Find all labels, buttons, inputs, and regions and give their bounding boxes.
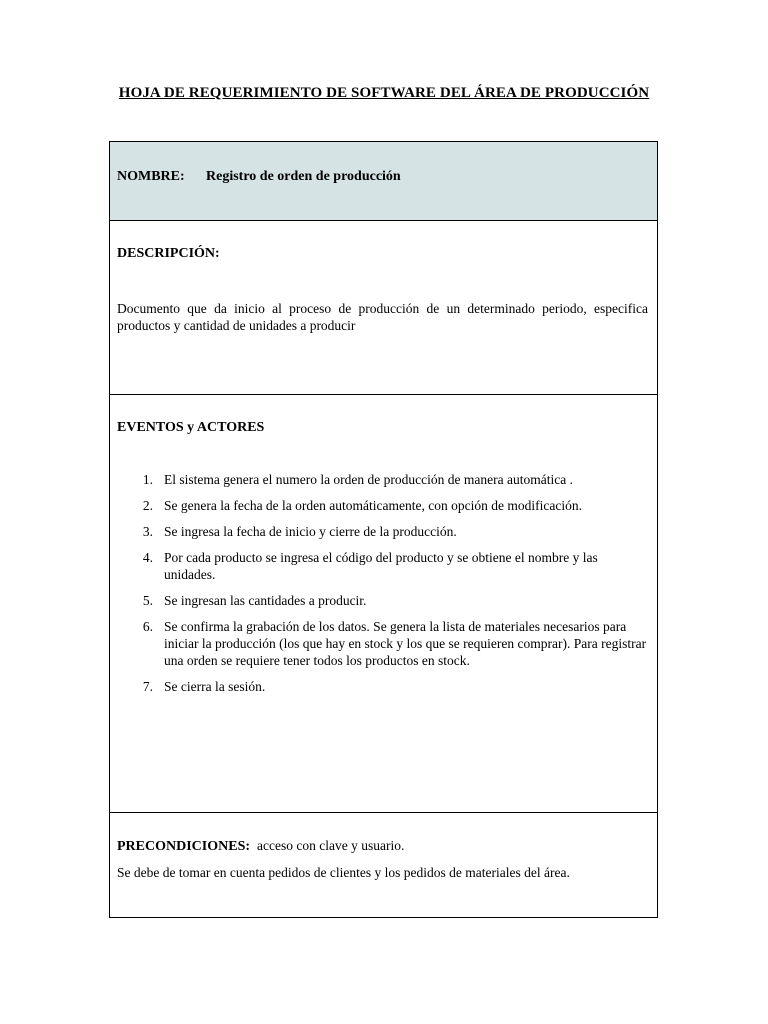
preconditions-value: acceso con clave y usuario. [257, 838, 405, 853]
list-item [110, 471, 659, 488]
list-item [110, 497, 659, 514]
requirements-table [109, 141, 658, 918]
description-heading: DESCRIPCIÓN: [117, 246, 220, 261]
list-item-number: 7. [142, 679, 153, 694]
description-text: Documento que da inicio al proceso de producción de un determinado periodo, especifica productos y cantidad de unidades a producir [117, 301, 648, 333]
list-item-number: 3. [142, 524, 153, 539]
name-row [110, 142, 657, 221]
list-item-number: 4. [142, 550, 153, 565]
list-item-text: Se genera la fecha de la orden automáticamente, con opción de modificación. [164, 498, 582, 513]
list-item-number: 5. [142, 593, 153, 608]
list-item [110, 618, 659, 669]
list-item-text: Se ingresa la fecha de inicio y cierre de la producción. [164, 524, 457, 539]
list-item [110, 678, 659, 695]
list-item-text: Se cierra la sesión. [164, 679, 266, 694]
preconditions-line [117, 838, 404, 855]
list-item-text: Se ingresan las cantidades a producir. [164, 593, 367, 608]
events-list [110, 471, 659, 704]
list-item-number: 6. [142, 619, 153, 634]
list-item-text: El sistema genera el numero la orden de producción de manera automática . [164, 472, 573, 487]
list-item [110, 523, 659, 540]
list-item-text: Por cada producto se ingresa el código del producto y se obtiene el nombre y las unidades. [164, 550, 598, 582]
list-item-text: Se confirma la grabación de los datos. Se genera la lista de materiales necesarios para iniciar la producción (los que hay en stock y los que se requieren comprar). Para registrar una orden se requiere tener todos los productos en stock. [164, 619, 647, 668]
preconditions-note: Se debe de tomar en cuenta pedidos de clientes y los pedidos de materiales del área. [117, 865, 570, 880]
name-value: Registro de orden de producción [206, 169, 401, 184]
description-row [110, 221, 657, 395]
events-row [110, 395, 657, 813]
list-item [110, 592, 659, 609]
list-item-number: 1. [142, 472, 153, 487]
list-item-number: 2. [142, 498, 153, 513]
preconditions-label: PRECONDICIONES: [117, 839, 251, 854]
list-item [110, 549, 659, 583]
page-title: HOJA DE REQUERIMIENTO DE SOFTWARE DEL ÁREA DE PRODUCCIÓN [118, 85, 650, 101]
events-heading: EVENTOS y ACTORES [117, 420, 265, 435]
name-label: NOMBRE: [117, 169, 185, 184]
preconditions-row [110, 813, 657, 917]
